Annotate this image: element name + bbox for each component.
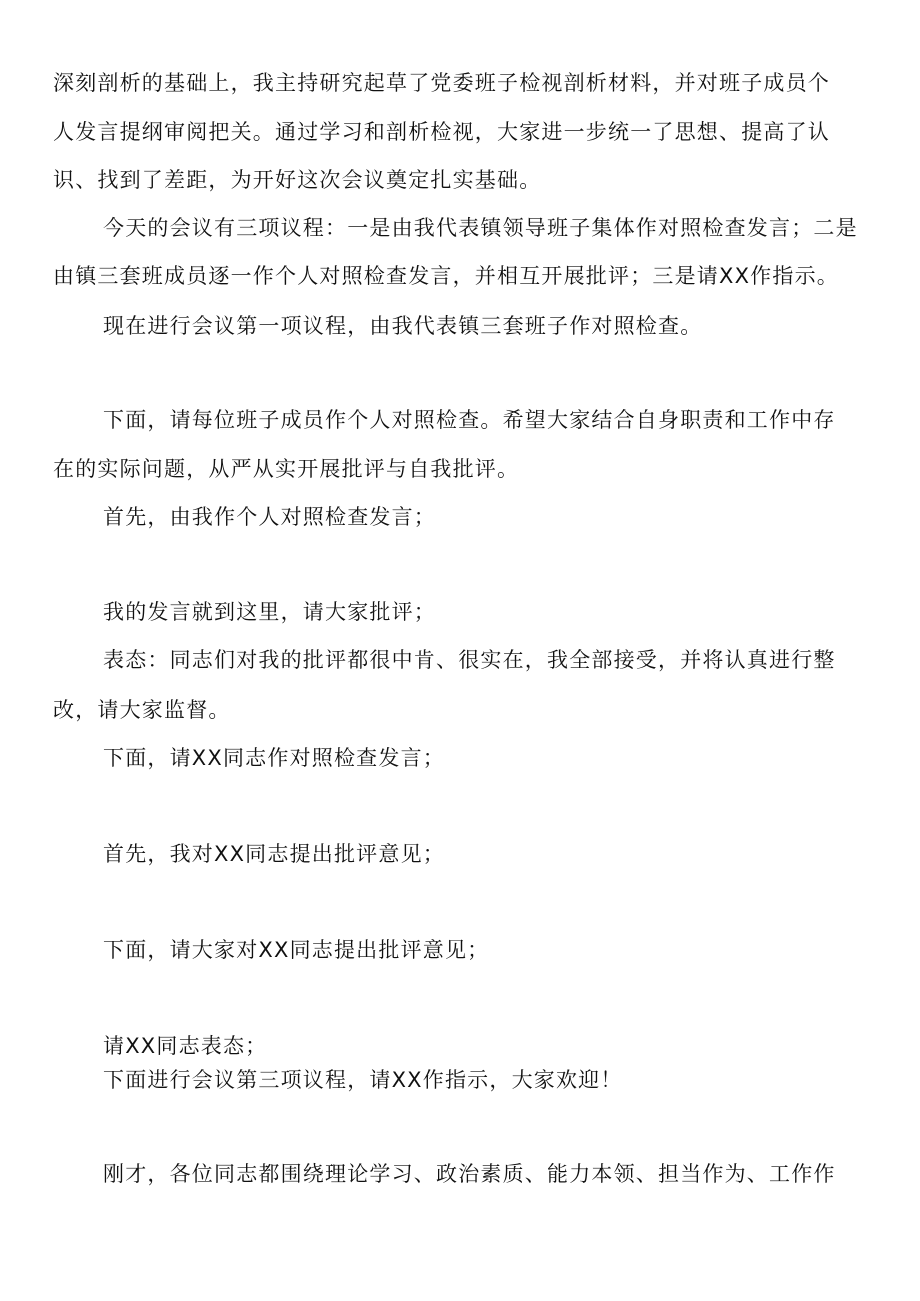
paragraph-line: 下面，请XX同志作对照检查发言； [103, 746, 445, 770]
paragraph-line: 我的发言就到这里，请大家批评； [103, 600, 436, 624]
paragraph-line: 下面，请大家对XX同志提出批评意见； [103, 938, 490, 962]
paragraph-line: 现在进行会议第一项议程，由我代表镇三套班子作对照检查。 [103, 314, 703, 338]
paragraph-line: 识、找到了差距，为开好这次会议奠定扎实基础。 [53, 168, 542, 192]
paragraph-line: 刚才，各位同志都围绕理论学习、政治素质、能力本领、担当作为、工作作 [103, 1162, 836, 1186]
paragraph-line: 今天的会议有三项议程：一是由我代表镇领导班子集体作对照检查发言；二是 [103, 216, 858, 240]
paragraph-line: 深刻剖析的基础上，我主持研究起草了党委班子检视剖析材料，并对班子成员个 [53, 71, 830, 95]
paragraph-line: 人发言提纲审阅把关。通过学习和剖析检视，大家进一步统一了思想、提高了认 [53, 120, 830, 144]
paragraph-line: 改，请大家监督。 [53, 698, 231, 722]
paragraph-line: 在的实际问题，从严从实开展批评与自我批评。 [53, 457, 520, 481]
paragraph-line: 表态：同志们对我的批评都很中肯、很实在，我全部接受，并将认真进行整 [103, 648, 836, 672]
paragraph-line: 首先，我对XX同志提出批评意见； [103, 842, 445, 866]
paragraph-line: 由镇三套班成员逐一作个人对照检查发言，并相互开展批评；三是请XX作指示。 [53, 264, 839, 288]
paragraph-line: 下面进行会议第三项议程，请XX作指示，大家欢迎！ [103, 1068, 623, 1092]
paragraph-line: 首先，由我作个人对照检查发言； [103, 505, 436, 529]
paragraph-line: 下面，请每位班子成员作个人对照检查。希望大家结合自身职责和工作中存 [103, 408, 836, 432]
paragraph-line: 请XX同志表态； [103, 1034, 268, 1058]
